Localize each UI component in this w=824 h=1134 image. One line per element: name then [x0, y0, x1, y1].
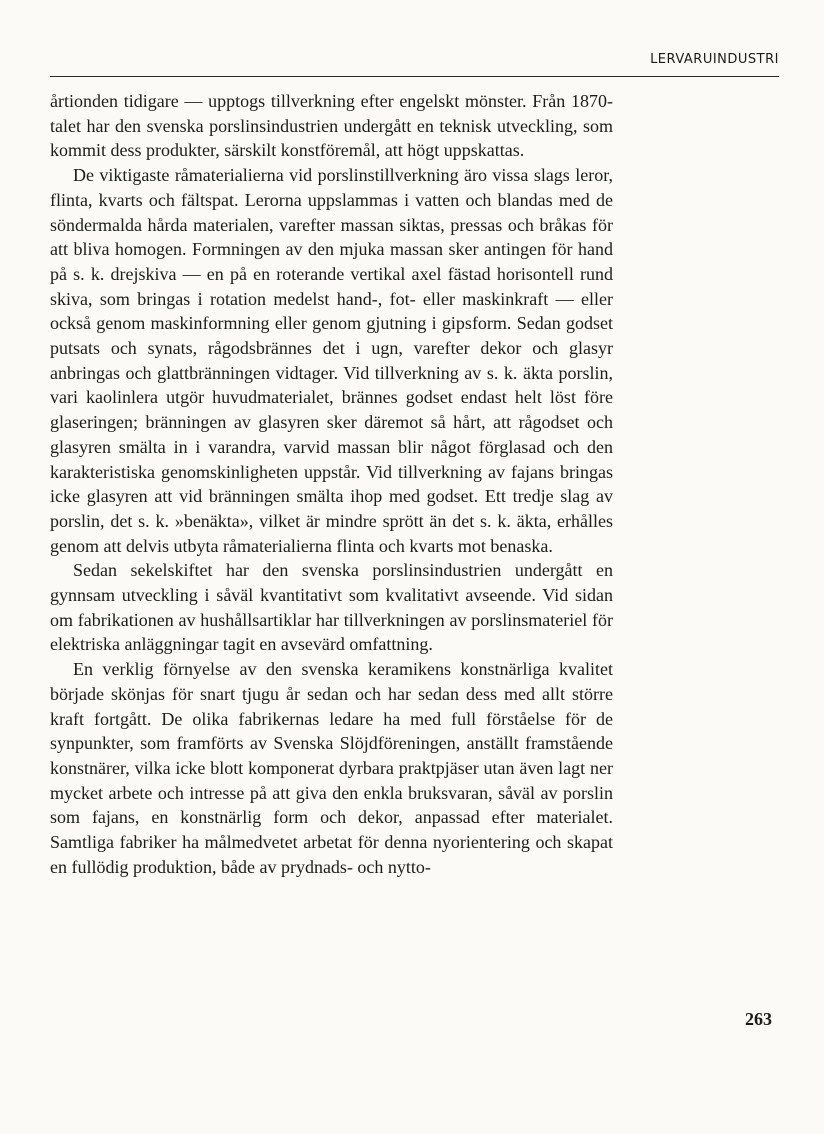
running-title: LERVARUINDUSTRI: [650, 52, 779, 67]
body-text: [50, 89, 613, 880]
running-header: [50, 52, 779, 77]
paragraph: årtionden tidigare — upptogs tillverkning efter engelskt mönster. Från 1870-talet har den svenska porslinsindustrien undergått en teknisk utveckling, som kommit dess produkter, särskilt konstföremål, att högt uppskattas.: [50, 91, 613, 161]
paragraph: Sedan sekelskiftet har den svenska porslinsindustrien undergått en gynnsam utveckling i såväl kvantitativt som kvalitativt avseende. Vid sidan om fabrikationen av hushållsartiklar har tillverkningen av porslinsmateriel för elektriska anläggningar tagit en avsevärd omfattning.: [50, 560, 613, 655]
paragraph: En verklig förnyelse av den svenska keramikens konstnärliga kvalitet började skönjas för snart tjugu år sedan och har sedan dess med allt större kraft fortgått. De olika fabrikernas ledare ha med full förståelse för de synpunkter, som framförts av Svenska Slöjdföreningen, anställt framstående konstnärer, vilka icke blott komponerat dyrbara praktpjäser utan även lagt ner mycket arbete och intresse på att giva den enkla bruksvaran, såväl av porslin som fajans, en konstnärlig form och dekor, anpassad efter materialet. Samtliga fabriker ha målmedvetet arbetat för denna nyorientering och skapat en fullödig produktion, både av prydnads- och nytto-: [50, 659, 613, 877]
page-number: 263: [745, 1009, 772, 1029]
paragraph: De viktigaste råmaterialierna vid porslinstillverkning äro vissa slags leror, flinta, kvarts och fältspat. Lerorna uppslammas i vatten och blandas med de söndermalda hårda materialen, varefter massan siktas, pressas och bråkas för att bliva homogen. Formningen av den mjuka massan sker antingen för hand på s. k. drejskiva — en på en roterande vertikal axel fästad horisontell rund skiva, som bringas i rotation medelst hand-, fot- eller maskinkraft — eller också genom maskinformning eller genom gjutning i gipsform. Sedan godset putsats och synats, rågodsbrännes det i ugn, varefter dekor och glasyr anbringas och glattbränningen vidtager. Vid tillverkning av s. k. äkta porslin, vari kaolinlera utgör huvudmaterialet, brännes godset endast helt löst före glaseringen; bränningen av glasyren sker däremot så hårt, att rågodset och glasyren smälta in i varandra, varvid massan blir något förglasad och den karakteristiska genomskinligheten uppstår. Vid tillverkning av fajans bringas icke glasyren att vid bränningen smälta ihop med godset. Ett tredje slag av porslin, det s. k. »benäkta», vilket är mindre sprött än det s. k. äkta, erhålles genom att delvis utbyta råmaterialierna flinta och kvarts mot benaska.: [50, 165, 613, 556]
